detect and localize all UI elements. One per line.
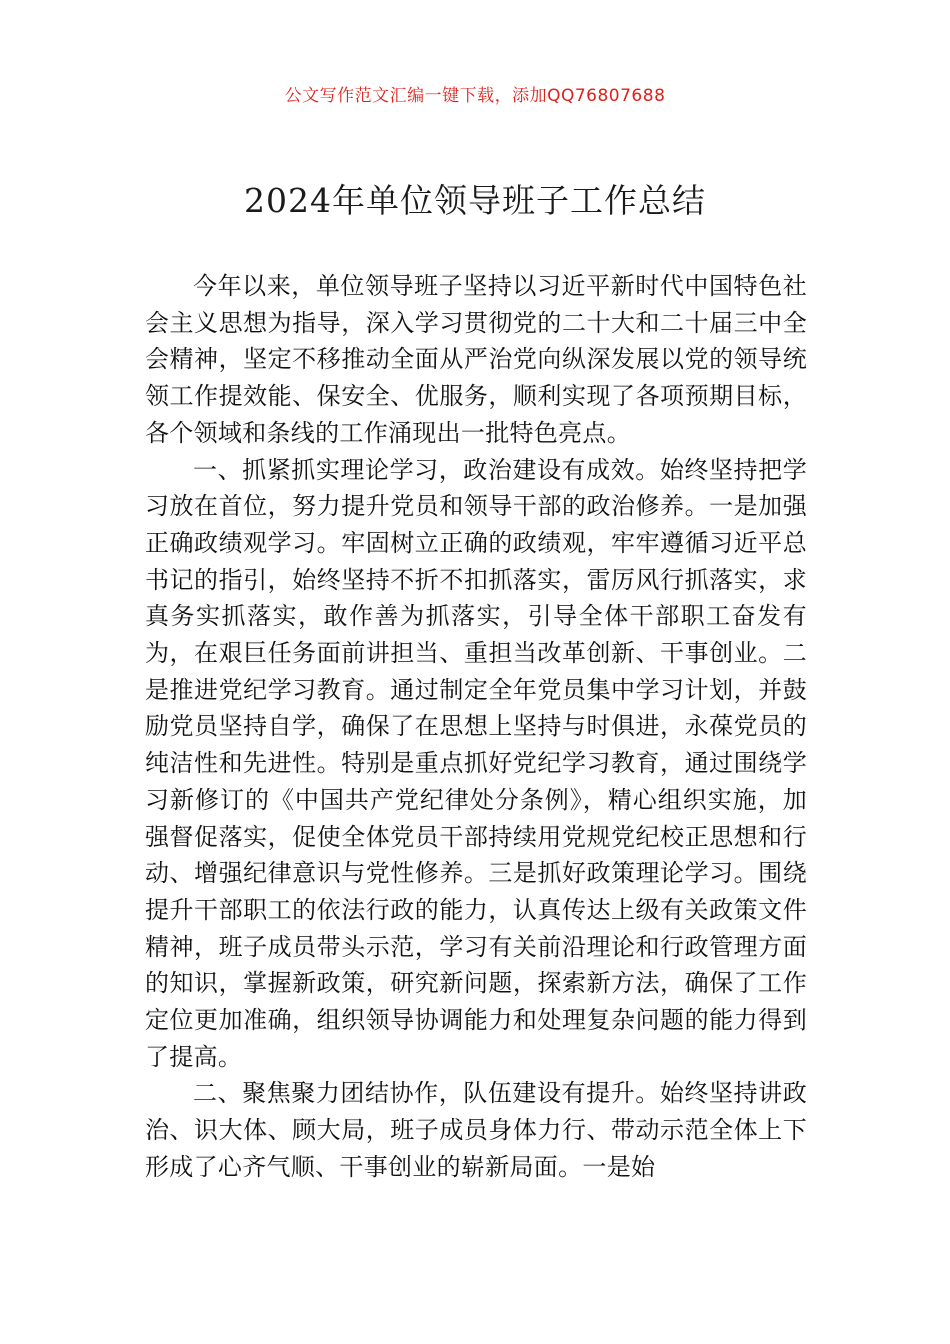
paragraph-intro: 今年以来，单位领导班子坚持以习近平新时代中国特色社会主义思想为指导，深入学习贯彻党的二十大和二十届三中全会精神，坚定不移推动全面从严治党向纵深发展以党的领导统领工作提效能、保安全、优服务，顺利实现了各项预期目标，各个领域和条线的工作涌现出一批特色亮点。	[145, 272, 807, 447]
paragraph-section-1: 一、抓紧抓实理论学习，政治建设有成效。始终坚持把学习放在首位，努力提升党员和领导干部的政治修养。一是加强正确政绩观学习。牢固树立正确的政绩观，牢牢遵循习近平总书记的指引，始终坚持不折不扣抓落实，雷厉风行抓落实，求真务实抓落实，敢作善为抓落实，引导全体干部职工奋发有为，在艰巨任务面前讲担当、重担当改革创新、干事创业。二是推进党纪学习教育。通过制定全年党员集中学习计划，并鼓励党员坚持自学，确保了在思想上坚持与时俱进，永葆党员的纯洁性和先进性。特别是重点抓好党纪学习教育，通过围绕学习新修订的《中国共产党纪律处分条例》，精心组织实施，加强督促落实，促使全体党员干部持续用党规党纪校正思想和行动、增强纪律意识与党性修养。三是抓好政策理论学习。围绕提升干部职工的依法行政的能力，认真传达上级有关政策文件精神，班子成员带头示范，学习有关前沿理论和行政管理方面的知识，掌握新政策，研究新问题，探索新方法，确保了工作定位更加准确，组织领导协调能力和处理复杂问题的能力得到了提高。	[145, 455, 807, 1071]
document-title: 2024年单位领导班子工作总结	[244, 181, 706, 220]
paragraph-section-2: 二、聚焦聚力团结协作，队伍建设有提升。始终坚持讲政治、识大体、顾大局，班子成员身体力行、带动示范全体上下形成了心齐气顺、干事创业的崭新局面。一是始	[145, 1079, 807, 1181]
document-body	[145, 268, 807, 1186]
download-notice: 公文写作范文汇编一键下载，添加QQ76807688	[284, 86, 666, 106]
